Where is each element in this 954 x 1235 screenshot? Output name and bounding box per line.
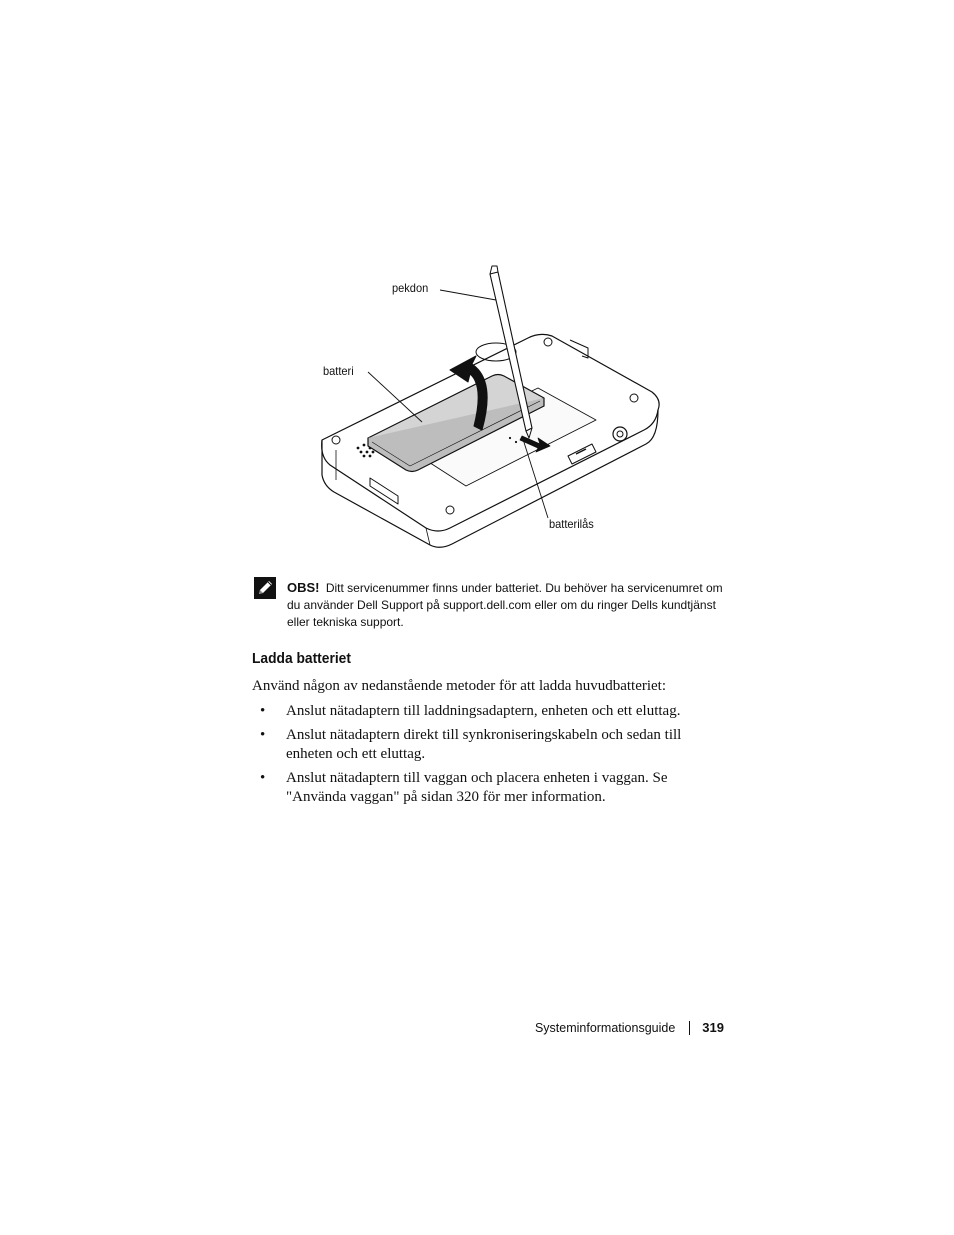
battery-lock-label: batterilås bbox=[549, 517, 594, 531]
list-item bbox=[252, 769, 722, 807]
pencil-note-icon bbox=[254, 577, 276, 599]
stylus-label: pekdon bbox=[392, 281, 429, 295]
note-block bbox=[287, 579, 732, 631]
list-item bbox=[252, 702, 722, 721]
page-footer bbox=[535, 1020, 724, 1035]
list-item-text: Anslut nätadaptern till vaggan och placera enheten i vaggan. Se "Använda vaggan" på sidan 320 för mer information. bbox=[286, 770, 668, 805]
note-text: Ditt servicenummer finns under batteriet. Du behöver ha servicenumret om du använder Dell Support på support.dell.com eller om du ringer Dells kundtjänst eller tekniska support. bbox=[287, 581, 723, 629]
battery-label: batteri bbox=[323, 364, 354, 378]
device-drawing bbox=[300, 260, 680, 560]
bullet-icon: • bbox=[260, 770, 266, 786]
section-heading: Ladda batteriet bbox=[252, 650, 351, 667]
bullet-icon: • bbox=[260, 727, 266, 743]
list-item-text: Anslut nätadaptern direkt till synkroniseringskabeln och sedan till enheten och ett eluttag. bbox=[286, 727, 682, 762]
list-item bbox=[252, 726, 722, 764]
bullet-icon: • bbox=[260, 703, 266, 719]
list-item-text: Anslut nätadaptern till laddningsadaptern, enheten och ett eluttag. bbox=[286, 703, 681, 719]
guide-title: Systeminformationsguide bbox=[534, 1020, 676, 1035]
footer-divider bbox=[689, 1021, 690, 1035]
section-intro: Använd någon av nedanstående metoder för att ladda huvudbatteriet: bbox=[252, 678, 667, 694]
page-number: 319 bbox=[702, 1020, 724, 1035]
note-prefix: OBS! bbox=[287, 580, 320, 595]
device-illustration bbox=[300, 260, 680, 560]
bullet-list bbox=[252, 702, 722, 812]
